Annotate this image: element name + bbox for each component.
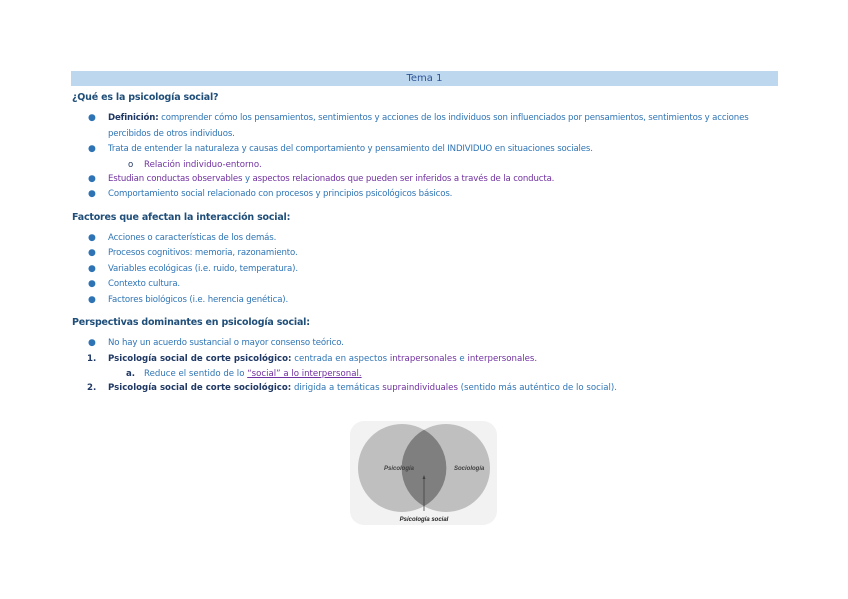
bullet-list-factores — [72, 231, 778, 309]
item-text: Contexto cultura. — [108, 279, 181, 289]
bullet-icon: ● — [88, 338, 96, 348]
bullet-list-perspectivas — [72, 336, 778, 352]
bullet-icon: ● — [88, 173, 96, 184]
venn-diagram — [350, 421, 497, 525]
term-label: Psicología social de corte sociológico: — [108, 383, 292, 393]
circle-bullet-icon: o — [128, 159, 134, 170]
sub-list-item — [72, 158, 778, 172]
section-heading-perspectivas: Perspectivas dominantes en psicología social: — [72, 317, 310, 328]
venn-right-label: Sociología — [454, 466, 485, 472]
bullet-icon: ● — [88, 294, 96, 305]
numbered-item — [72, 381, 778, 397]
item-text-highlight: Estudian conductas observables — [108, 173, 243, 184]
item-text: No hay un acuerdo sustancial o mayor consenso teórico. — [108, 338, 344, 348]
list-item — [72, 262, 778, 278]
bullet-icon: ● — [88, 279, 96, 289]
item-text: dirigida a temáticas — [291, 383, 383, 393]
sub-list-item — [72, 367, 778, 381]
list-item — [72, 172, 778, 188]
item-text: Factores biológicos (i.e. herencia genética). — [108, 294, 289, 305]
numbered-list — [72, 352, 778, 368]
item-text: e — [456, 353, 468, 364]
bullet-list-continued — [72, 172, 778, 203]
item-number: 1. — [87, 353, 97, 364]
item-text: Variables ecológicas (i.e. ruido, temperatura). — [108, 263, 298, 274]
sub-item-underlined: “social” a lo interpersonal. — [247, 369, 362, 379]
item-text-highlight: supraindividuales — [382, 383, 458, 393]
item-text: Comportamiento social relacionado con procesos y principios psicológicos básicos. — [108, 189, 453, 199]
venn-svg — [350, 421, 497, 525]
item-text-highlight: interpersonales. — [467, 353, 538, 364]
bullet-icon: ● — [88, 263, 96, 274]
sub-item-text: Relación individuo-entorno. — [144, 159, 262, 170]
bullet-list-definicion — [72, 111, 778, 158]
item-text: y — [242, 173, 253, 184]
list-item — [72, 336, 778, 352]
term-label: Psicología social de corte psicológico: — [108, 353, 292, 364]
list-item — [72, 231, 778, 247]
numbered-item — [72, 352, 778, 368]
item-text: (sentido más auténtico de lo social). — [457, 383, 618, 393]
list-item — [72, 187, 778, 203]
section-heading-que-es: ¿Qué es la psicología social? — [72, 92, 219, 103]
item-text: Acciones o características de los demás. — [108, 232, 277, 243]
item-number: 2. — [87, 383, 97, 393]
list-item — [72, 277, 778, 293]
list-item — [72, 111, 778, 142]
page-title: Tema 1 — [71, 71, 778, 86]
item-text-highlight: intrapersonales — [389, 353, 457, 364]
list-item — [72, 142, 778, 158]
item-text: centrada en aspectos — [291, 353, 390, 364]
sub-item-text: Reduce el sentido de lo — [144, 369, 248, 379]
numbered-list-2 — [72, 381, 778, 397]
venn-bottom-label: Psicología social — [399, 517, 449, 523]
bullet-icon: ● — [88, 144, 96, 154]
bullet-icon: ● — [88, 232, 96, 243]
item-text: Trata de entender la naturaleza y causas del comportamiento y pensamiento del INDIVIDUO en situaciones sociales. — [108, 144, 593, 154]
item-text: Procesos cognitivos: memoria, razonamiento. — [108, 248, 298, 258]
term-text: comprender cómo los pensamientos, sentimientos y acciones de los individuos son influenciados por pensamientos, sentimientos y acciones percibidos de otros individuos. — [108, 113, 749, 139]
list-item — [72, 293, 778, 309]
bullet-icon: ● — [88, 248, 96, 258]
item-text-highlight: aspectos relacionados que pueden ser inferidos a través de la conducta. — [252, 173, 555, 184]
bullet-icon: ● — [88, 189, 96, 199]
sub-item-letter: a. — [126, 369, 136, 379]
list-item — [72, 246, 778, 262]
section-heading-factores: Factores que afectan la interacción social: — [72, 211, 291, 223]
term-label: Definición: — [108, 113, 159, 123]
bullet-icon: ● — [88, 113, 96, 123]
document-page — [72, 71, 778, 397]
venn-left-label: Psicología — [384, 466, 415, 472]
